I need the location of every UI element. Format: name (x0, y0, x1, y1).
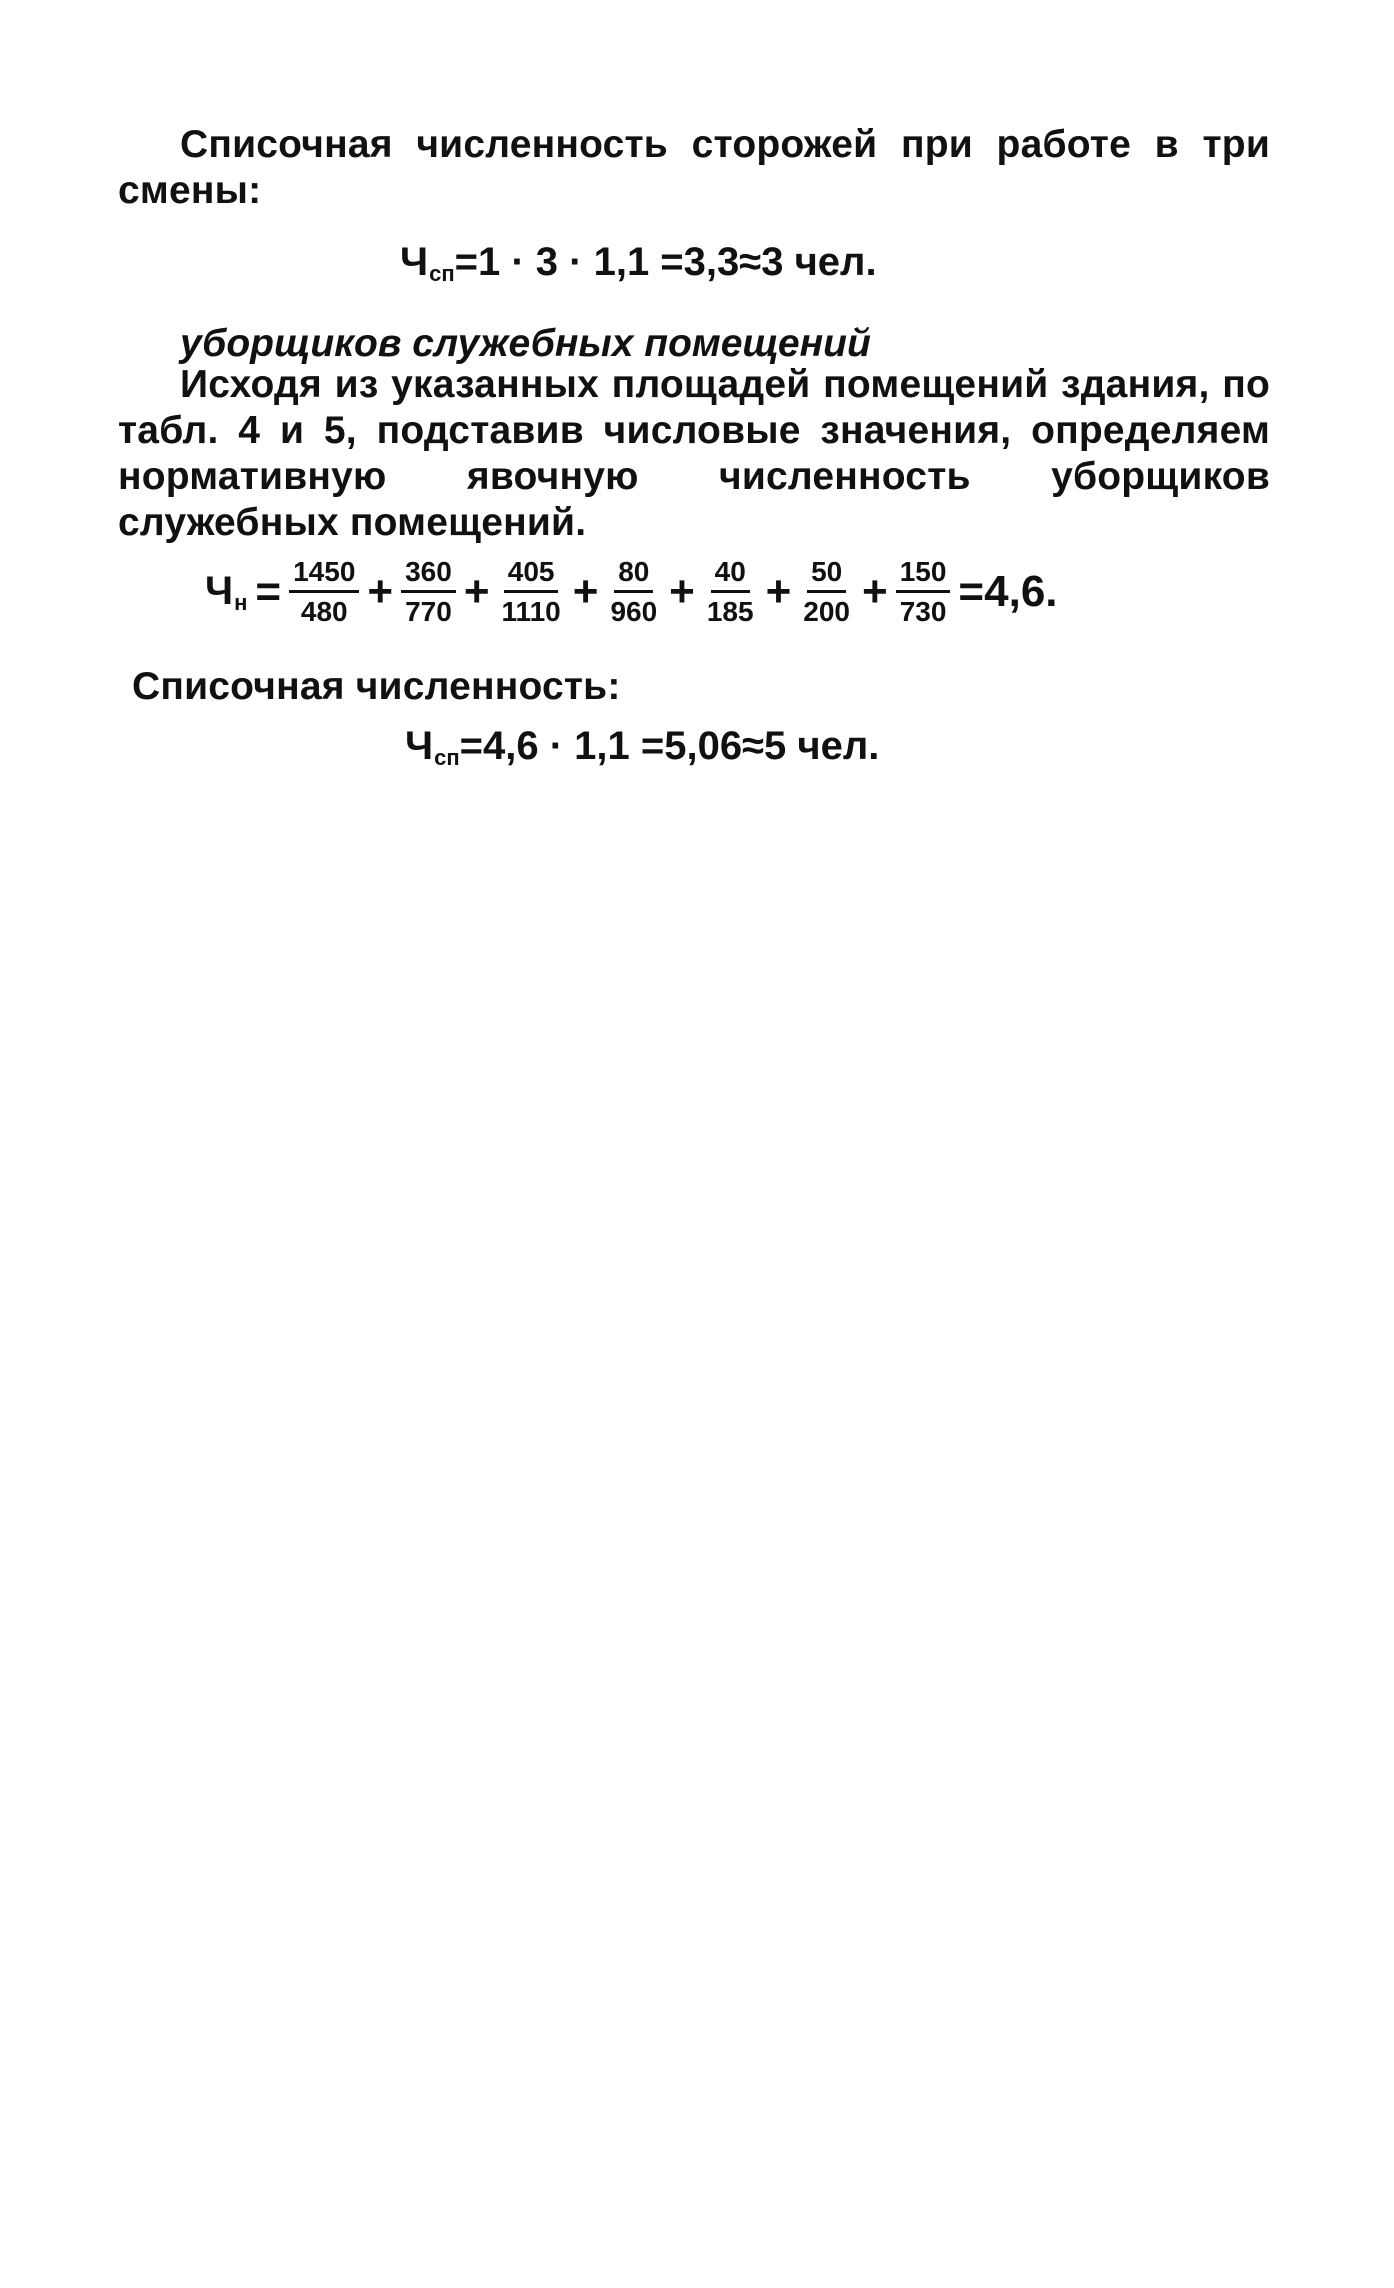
fraction (799, 556, 854, 628)
fraction (896, 556, 951, 628)
paragraph-cleaners-calculation: Исходя из указанных площадей помещений здания, по табл. 4 и 5, подставив числовые значения, определяем нормативную явочную численность уборщиков служебных помещений. (118, 363, 1270, 544)
formula-lhs-subscript: сп (429, 261, 455, 286)
formula-equals: = (255, 567, 282, 616)
fraction-numerator: 40 (711, 556, 750, 593)
formula-rhs: =1 · 3 · 1,1 =3,3≈3 чел. (454, 240, 877, 284)
section-heading-cleaners: уборщиков служебных помещений (180, 322, 871, 365)
fraction (606, 556, 661, 628)
fraction-denominator: 770 (405, 596, 452, 627)
formula-lhs: Ч (400, 240, 429, 284)
fraction-numerator: 50 (807, 556, 846, 593)
paragraph-watchmen-shifts: Списочная численность сторожей при работе в три смены: (118, 123, 1270, 212)
fraction-denominator: 730 (899, 596, 947, 627)
fraction-numerator: 1450 (289, 556, 359, 593)
formula-plus: + (669, 567, 695, 616)
fraction-numerator: 150 (896, 556, 951, 593)
fraction-numerator: 80 (614, 556, 653, 593)
fraction (703, 556, 758, 628)
fraction-denominator: 960 (610, 596, 658, 627)
formula-result: =4,6. (958, 567, 1058, 616)
formula-plus: + (463, 567, 490, 616)
fraction-denominator: 185 (706, 596, 754, 627)
formula-lhs: Ч (405, 724, 434, 768)
formula-lhs-subscript: сп (434, 745, 460, 770)
formula-plus: + (572, 567, 599, 616)
fraction-denominator: 1110 (501, 596, 561, 627)
formula-cleaners-norm (205, 556, 1062, 628)
fraction-denominator: 200 (803, 596, 850, 627)
fraction (289, 556, 359, 628)
formula-rhs: =4,6 · 1,1 =5,06≈5 чел. (459, 724, 880, 768)
formula-plus: + (862, 567, 888, 616)
formula-watchmen-roster (400, 240, 877, 287)
formula-cleaners-roster (405, 724, 879, 771)
formula-lhs: $Ч_н$ (205, 568, 248, 615)
fraction-numerator: 405 (504, 556, 559, 593)
fraction (401, 556, 456, 628)
paragraph-roster-heading: Списочная численность: (132, 665, 621, 708)
fraction-denominator: 480 (300, 596, 348, 627)
fraction-numerator: 360 (401, 556, 456, 593)
fraction (498, 556, 565, 628)
formula-plus: + (765, 567, 792, 616)
formula-plus: + (367, 567, 394, 616)
